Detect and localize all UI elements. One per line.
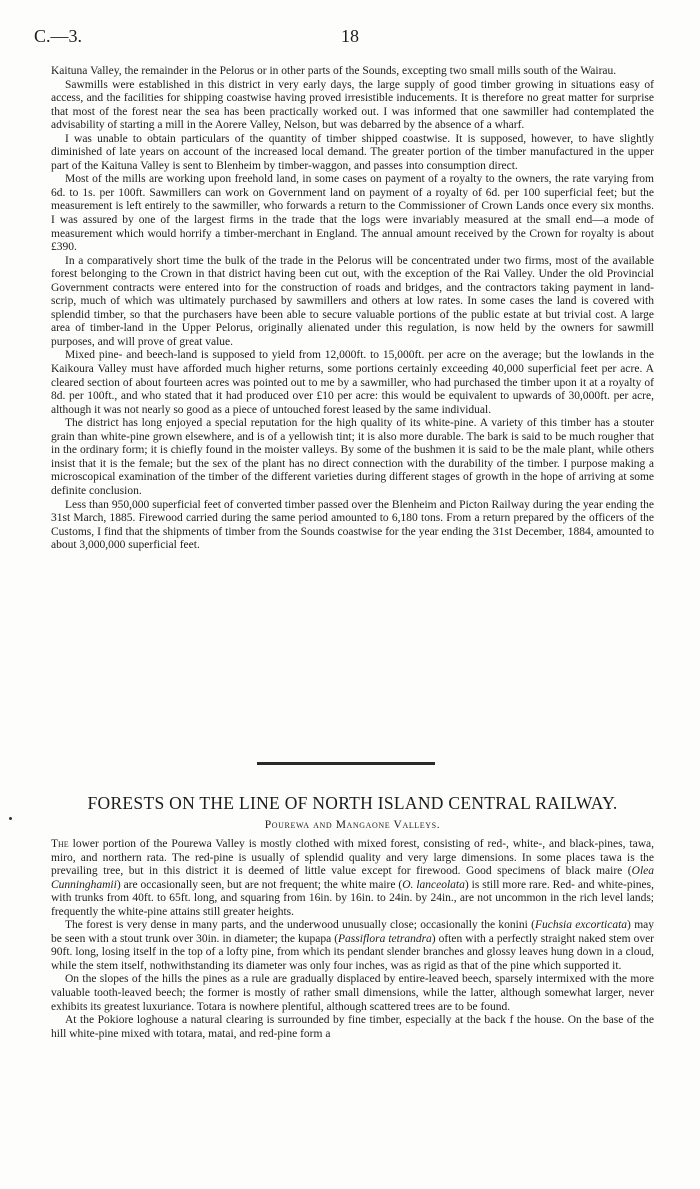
text-run: lower portion of the Pourewa Valley is mostly clothed with mixed forest, consisting of red-, white-, and black-pines, tawa, miro, and northern rata. The red-pine is usually of splendid quality and very large dimensions. In some places tawa is the prevailing tree, but in this district it is deemed of little value except for firewood. Good specimens of black maire ( bbox=[51, 838, 654, 878]
page-header bbox=[34, 26, 666, 50]
text-run: ) may be seen with a stout trunk over 30in. in diameter; the kupapa ( bbox=[51, 919, 654, 945]
species-name: O. lanceolata bbox=[402, 878, 465, 891]
document-reference: C.—3. bbox=[34, 26, 83, 46]
text-run: ) is still more rare. Red- and white-pines, with trunks from 40ft. to 65ft. long, and squaring from 16in. by 16in. to 24in. by 24in., are not uncommon in the rich level lands; frequently the white-pine attains still greater heights. bbox=[51, 878, 654, 918]
text-run: The forest is very dense in many parts, and the underwood unusually close; occasionally the konini ( bbox=[65, 919, 535, 932]
paragraph: The district has long enjoyed a special reputation for the high quality of its white-pine. A variety of this timber has a stouter grain than white-pine grown elsewhere, and is of a yellowish tint; it is also more durable. The bark is said to be much rougher that in the ordinary form; it is chiefly found in the moister valleys. By some of the bushmen it is said to be the male plant, while others insist that it is the female; but the sex of the plant has no direct connection with the durability of the timber. I purpose making a microscopical examination of the timber of the different varieties during different stages of growth in the hope of arriving at some definite conclusion. bbox=[51, 417, 654, 497]
paragraph: On the slopes of the hills the pines as a rule are gradually displaced by entire-leaved beech, sparsely intermixed with the more valuable tooth-leaved beech; the former is mostly of rather small dimensions, while the latter, although somewhat larger, never exhibits its greatest luxuriance. Totara is nowhere plentiful, although scattered trees are to be found. bbox=[51, 973, 654, 1013]
species-name: Fuchsia excorticata bbox=[534, 919, 628, 932]
paragraph: Less than 950,000 superficial feet of converted timber passed over the Blenheim and Picton Railway during the year ending the 31st March, 1885. Firewood carried during the same period amounted to 6,180 tons. From a return prepared by the officers of the Customs, I find that the shipments of timber from the Sounds coastwise for the year ending the 31st December, 1884, amounted to about 3,000,000 superficial feet. bbox=[51, 498, 654, 552]
section-subtitle: Pourewa and Mangaone Valleys. bbox=[264, 819, 441, 831]
margin-mark bbox=[9, 817, 12, 820]
paragraph: Mixed pine- and beech-land is supposed to yield from 12,000ft. to 15,000ft. per acre on the average; but the lowlands in the Kaikoura Valley must have afforded much higher returns, some portions certainly exceeding 40,000 superficial feet per acre. A cleared section of about fourteen acres was pointed out to me by a sawmiller, who had purchased the timber upon it at a royalty of 8d. per 100ft., and who stated that it had produced over £10 per acre: this would be equivalent to upwards of 30,000ft. per acre, although it was not nearly so good as a piece of untouched forest leased by the same individual. bbox=[51, 349, 654, 416]
paragraph: Sawmills were established in this district in very early days, the large supply of good timber growing in situations easy of access, and the facilities for shipping coastwise having proved irresistible inducements. It is therefore no great matter for surprise that most of the forest near the sea has been practically worked out. I was informed that one sawmiller had contemplated the advisability of starting a mill in the Aorere Valley, Nelson, but was debarred by the absence of a wharf. bbox=[51, 78, 654, 132]
text-run: ) are occasionally seen, but are not frequent; the white maire ( bbox=[116, 878, 403, 891]
body-section-1 bbox=[51, 65, 654, 553]
paragraph bbox=[51, 919, 654, 973]
paragraph: At the Pokiore loghouse a natural clearing is surrounded by fine timber, especially at the back f the house. On the base of the hill white-pine mixed with totara, matai, and red-pine form a bbox=[51, 1014, 654, 1040]
section-divider bbox=[257, 762, 435, 765]
paragraph bbox=[51, 838, 654, 919]
species-name: Olea Cunninghamii bbox=[51, 865, 654, 891]
paragraph: I was unable to obtain particulars of the quantity of timber shipped coastwise. It is supposed, however, to have slightly diminished of late years on account of the increased local demand. The greater portion of the timber manufactured in the upper part of the Kaituna Valley is sent to Blenheim by timber-waggon, and passes into consumption direct. bbox=[51, 132, 654, 172]
page-number: 18 bbox=[341, 26, 359, 46]
paragraph: In a comparatively short time the bulk of the trade in the Pelorus will be concentrated under two firms, most of the available forest belonging to the Crown in that district having been cut out, with the exception of the Rai Valley. Under the old Provincial Government contracts were entered into for the construction of roads and bridges, and the contractors taking payment in land-scrip, much of which was ultimately purchased by sawmillers and others at low rates. In some cases the land is covered with splendid timber, so that the purchasers have been able to secure valuable portions of the public estate at but trivial cost. A large area of timber-land in the Upper Pelorus, originally alienated under this regulation, is now held by the owners for sawmill purposes, and will prove of great value. bbox=[51, 254, 654, 348]
lead-word: The bbox=[51, 838, 69, 850]
paragraph: Most of the mills are working upon freehold land, in some cases on payment of a royalty to the owners, the rate varying from 6d. to 1s. per 100ft. Sawmillers can work on Government land on payment of a royalty of 6d. per 100 superficial feet; but the measurement is left entirely to the sawmiller, who forwards a return to the Commissioner of Crown Lands once every six months. I was assured by one of the largest firms in the trade that the logs were invariably measured at the small end—a mode of measurement which would horrify a timber-merchant in England. The annual amount received by the Crown for royalty is about £390. bbox=[51, 173, 654, 254]
body-section-2 bbox=[51, 838, 654, 1041]
paragraph: Kaituna Valley, the remainder in the Pelorus or in other parts of the Sounds, excepting two small mills south of the Wairau. bbox=[51, 65, 617, 77]
text-run: ) often with a perfectly straight naked stem over 90ft. long, losing itself in the top of a lofty pine, from which its pendant slender branches and glossy leaves hung down in a cloud, while the stem itself, nothwithstanding its diameter was only four inches, was as rigid as that of the pine which supported it. bbox=[51, 932, 654, 972]
section-title: FORESTS ON THE LINE OF NORTH ISLAND CENTRAL RAILWAY. bbox=[87, 793, 618, 813]
species-name: Passiflora tetrandra bbox=[338, 932, 432, 945]
